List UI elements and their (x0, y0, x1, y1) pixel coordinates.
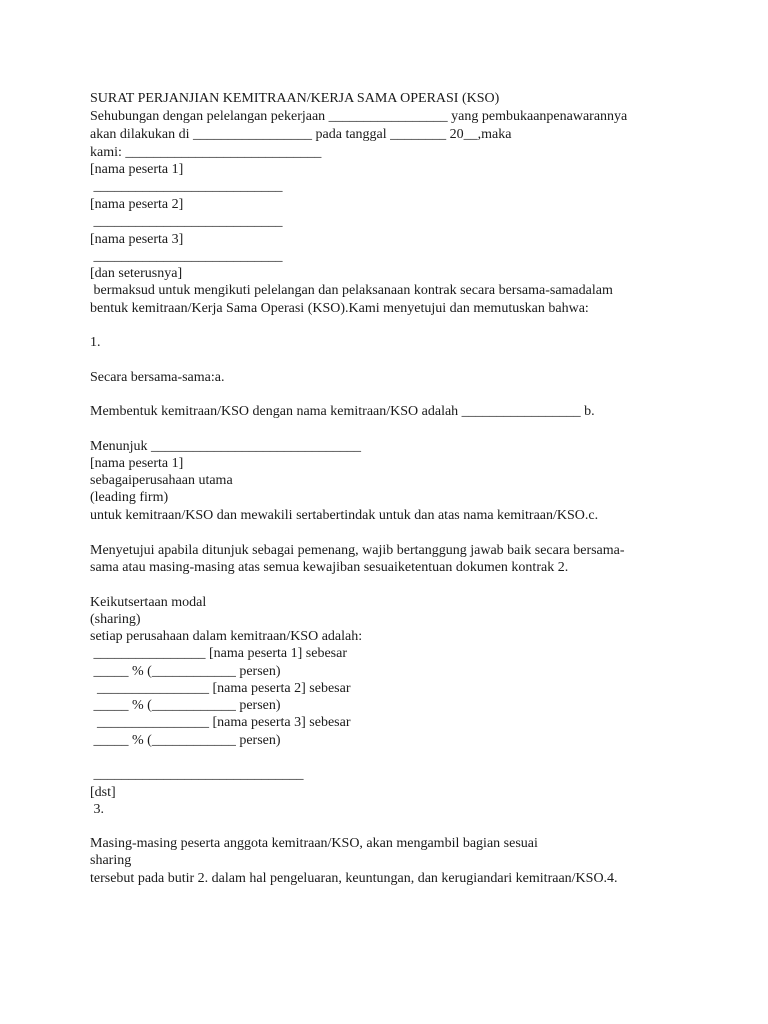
text-line: [nama peserta 1] (90, 456, 184, 471)
document-title: SURAT PERJANJIAN KEMITRAAN/KERJA SAMA OPERASI (KSO) (90, 91, 500, 106)
text-line: akan dilakukan di _________________ pada tanggal ________ 20__,maka (90, 127, 512, 142)
text-line: kami: ____________________________ (90, 145, 322, 160)
text-line: (sharing) (90, 612, 141, 627)
text-line: [nama peserta 3] (90, 232, 184, 247)
text-line: Menunjuk ______________________________ (90, 439, 362, 454)
text-line: ________________ [nama peserta 3] sebesar (90, 715, 351, 730)
text-line: ___________________________ (90, 249, 283, 264)
text-line: untuk kemitraan/KSO dan mewakili sertabertindak untuk dan atas nama kemitraan/KSO.c. (90, 508, 599, 523)
text-line: ________________ [nama peserta 1] sebesar (90, 646, 347, 661)
text-line: ________________ [nama peserta 2] sebesar (90, 681, 351, 696)
text-line: Sehubungan dengan pelelangan pekerjaan _________________ yang pembukaanpenawarannya (90, 109, 628, 124)
text-line: _____ % (____________ persen) (90, 733, 281, 748)
text-line: Keikutsertaan modal (90, 595, 207, 610)
text-line: tersebut pada butir 2. dalam hal pengeluaran, keuntungan, dan kerugiandari kemitraan/KSO.4. (90, 871, 618, 886)
text-line: [nama peserta 1] (90, 162, 184, 177)
text-line: sebagaiperusahaan utama (90, 473, 233, 488)
text-line: ___________________________ (90, 179, 283, 194)
text-line: sama atau masing-masing atas semua kewajiban sesuaiketentuan dokumen kontrak 2. (90, 560, 569, 575)
text-line: ______________________________ (90, 767, 304, 782)
text-line: 1. (90, 335, 101, 350)
text-line: [nama peserta 2] (90, 197, 184, 212)
text-line: bermaksud untuk mengikuti pelelangan dan pelaksanaan kontrak secara bersama-samadalam (90, 283, 613, 298)
text-line: bentuk kemitraan/Kerja Sama Operasi (KSO).Kami menyetujui dan memutuskan bahwa: (90, 301, 589, 316)
text-line: Masing-masing peserta anggota kemitraan/KSO, akan mengambil bagian sesuai (90, 836, 538, 851)
text-line: (leading firm) (90, 490, 169, 505)
text-line: [dan seterusnya] (90, 266, 183, 281)
text-line: Secara bersama-sama:a. (90, 370, 225, 385)
text-line: [dst] (90, 785, 116, 800)
text-line: Menyetujui apabila ditunjuk sebagai pemenang, wajib bertanggung jawab baik secara bersama- (90, 543, 625, 558)
text-line: 3. (90, 802, 104, 817)
text-line: ___________________________ (90, 214, 283, 229)
text-line: _____ % (____________ persen) (90, 664, 281, 679)
text-line: Membentuk kemitraan/KSO dengan nama kemitraan/KSO adalah _________________ b. (90, 404, 595, 419)
text-line: setiap perusahaan dalam kemitraan/KSO adalah: (90, 629, 363, 644)
text-line: sharing (90, 853, 132, 868)
text-line: _____ % (____________ persen) (90, 698, 281, 713)
